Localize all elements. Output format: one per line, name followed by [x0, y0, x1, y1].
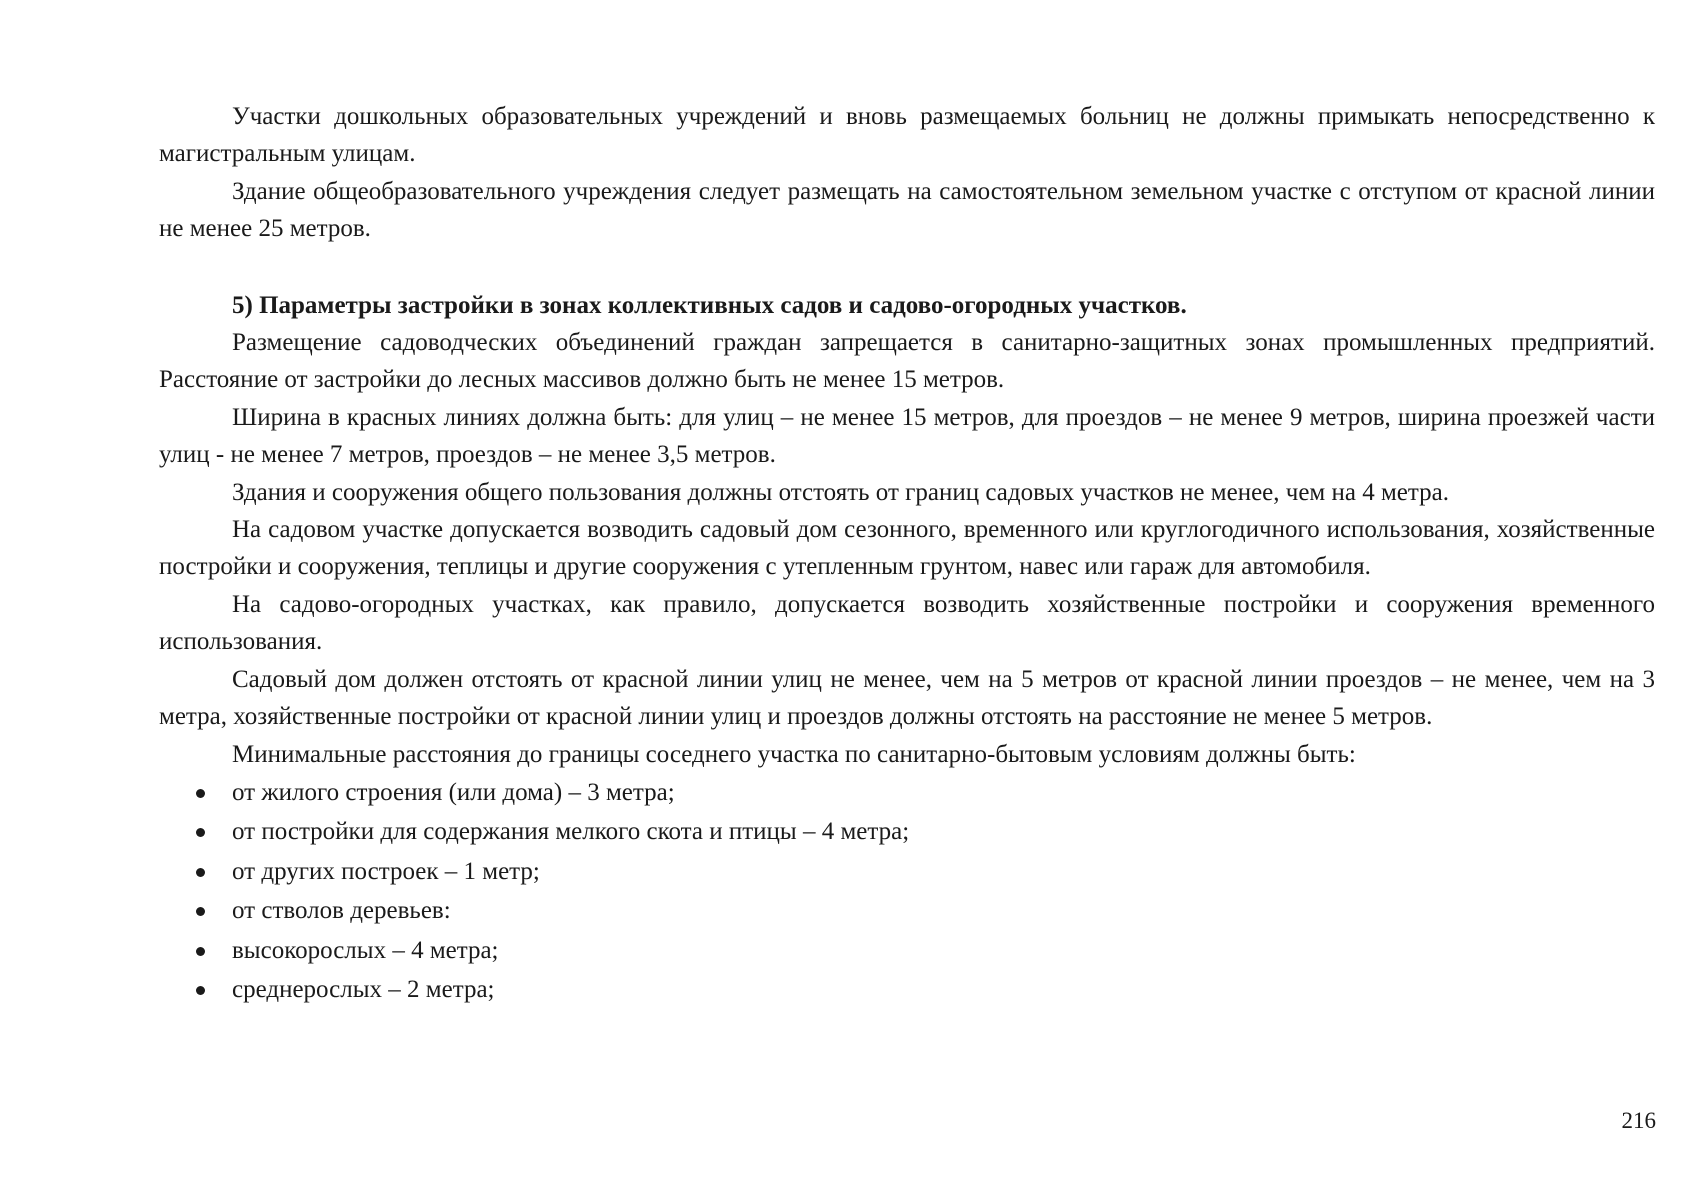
paragraph-public-buildings: Здания и сооружения общего пользования должны отстоять от границ садовых участков не менее, чем на 4 метра. [232, 478, 1449, 506]
paragraph-preschool: Участки дошкольных образовательных учреждений и вновь размещаемых больниц не должны примыкать непосредственно к магистральным улицам. [159, 103, 1655, 168]
list-item-text: среднерослых – 2 метра; [232, 976, 495, 1004]
paragraph-school-building: Здание общеобразовательного учреждения следует размещать на самостоятельном земельном участке с отступом от красной линии не менее 25 метров. [159, 177, 1655, 243]
bullet-icon [196, 828, 205, 837]
list-item [159, 773, 1655, 813]
paragraph-minimum-distances: Минимальные расстояния до границы соседнего участка по санитарно-бытовым условиям должны быть: [232, 740, 1356, 768]
list-item-text: высокорослых – 4 метра; [232, 936, 499, 964]
paragraph-garden-placement: Размещение садоводческих объединений граждан запрещается в санитарно-защитных зонах промышленных предприятий. Расстояние от застройки до лесных массивов должно быть не менее 15 метров. [159, 329, 1655, 394]
bullet-icon [196, 868, 205, 877]
list-item [159, 931, 1655, 971]
paragraph-garden-house-setback: Садовый дом должен отстоять от красной линии улиц не менее, чем на 5 метров от красной линии проездов – не менее, чем на 3 метра, хозяйственные постройки от красной линии улиц и проездов должны отстоять на расстояние не менее 5 метров. [159, 665, 1655, 731]
page-content [159, 98, 1655, 1010]
bullet-icon [196, 789, 205, 798]
list-item-text: от постройки для содержания мелкого скота и птицы – 4 метра; [232, 818, 910, 846]
list-item-text: от других построек – 1 метр; [232, 857, 540, 885]
distance-bullet-list [159, 773, 1655, 1010]
bullet-icon [196, 907, 205, 916]
bullet-icon [196, 947, 205, 956]
bullet-icon [196, 986, 205, 995]
section-heading: 5) Параметры застройки в зонах коллективных садов и садово-огородных участков. [232, 291, 1187, 319]
list-item-text: от жилого строения (или дома) – 3 метра; [232, 778, 675, 806]
page-number: 216 [1621, 1108, 1656, 1133]
list-item [159, 812, 1655, 852]
paragraph-garden-vegetable-plots: На садово-огородных участках, как правило, допускается возводить хозяйственные постройки и сооружения временного использования. [159, 590, 1655, 656]
list-item [159, 970, 1655, 1010]
section-spacer [159, 248, 1655, 287]
list-item-text: от стволов деревьев: [232, 897, 451, 925]
list-item [159, 891, 1655, 931]
paragraph-red-lines-width: Ширина в красных линиях должна быть: для улиц – не менее 15 метров, для проездов – не менее 9 метров, ширина проезжей части улиц - не менее 7 метров, проездов – не менее 3,5 метров. [159, 403, 1655, 469]
paragraph-garden-plot: На садовом участке допускается возводить садовый дом сезонного, временного или круглогодичного использования, хозяйственные постройки и сооружения, теплицы и другие сооружения с утепленным грунтом, навес или гараж для автомобиля. [159, 516, 1655, 581]
list-item [159, 852, 1655, 892]
